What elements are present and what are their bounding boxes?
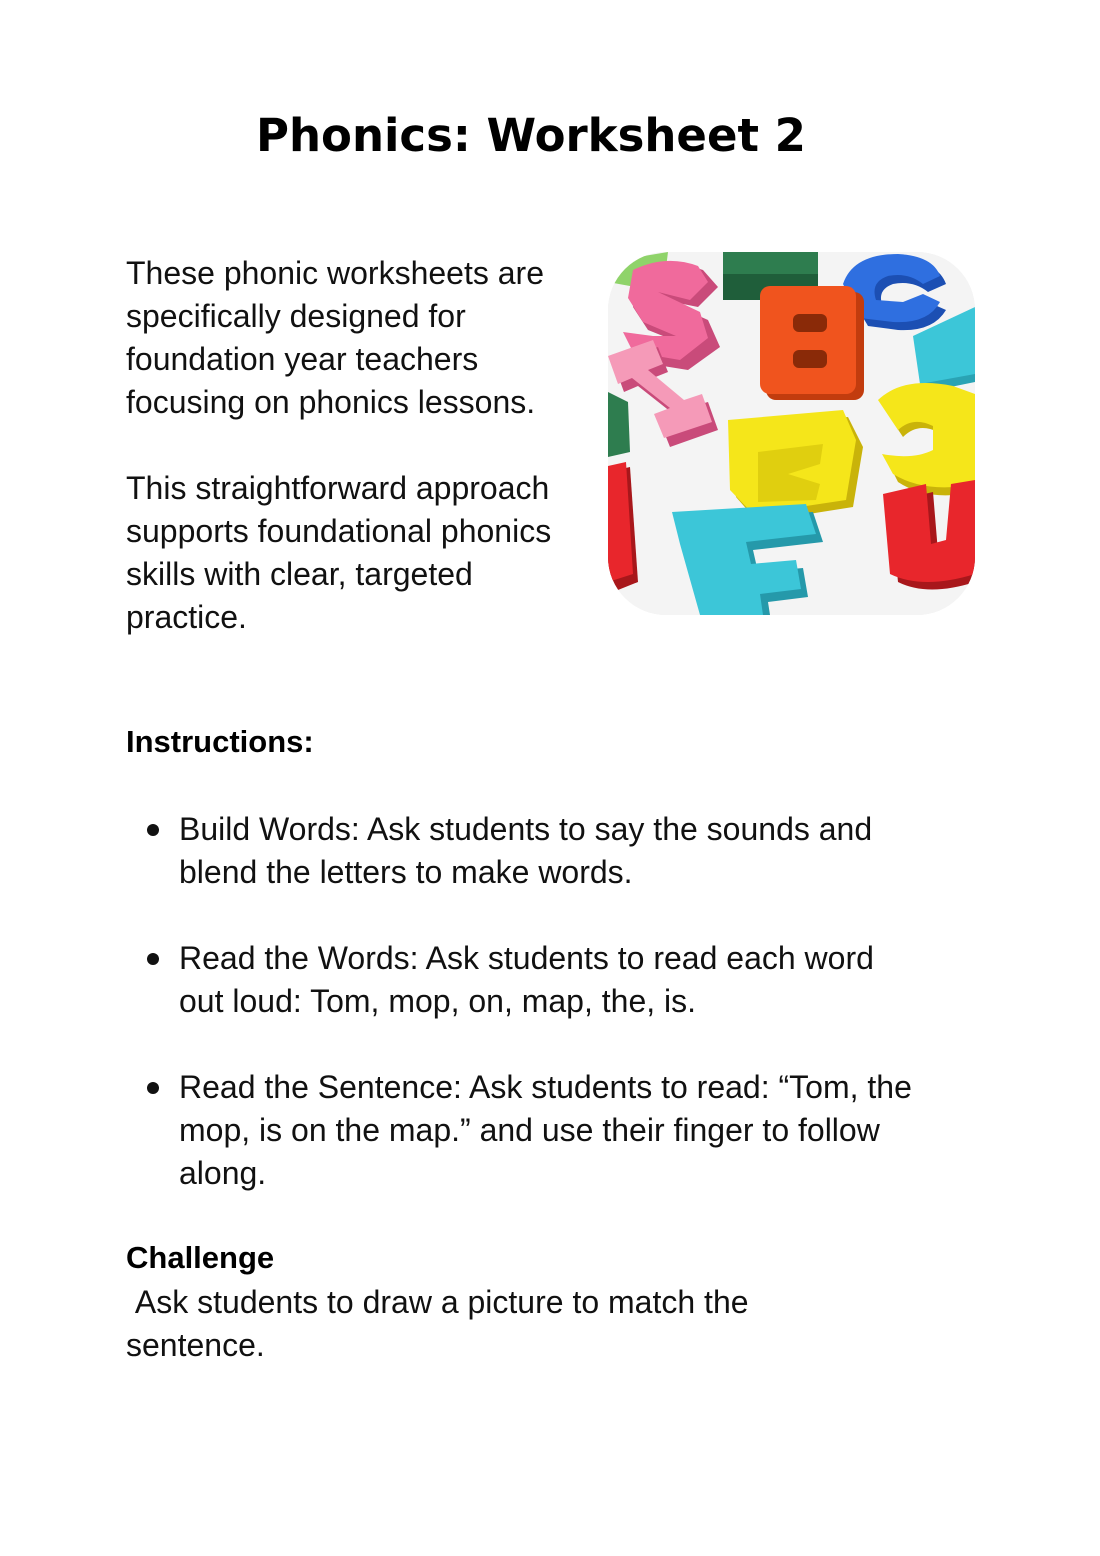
instruction-text: Read the Words: Ask students to read each word out loud: Tom, mop, on, map, the, is. <box>179 940 874 1019</box>
intro-paragraph-1: These phonic worksheets are specifically designed for foundation year teachers focusing on phonics lessons. <box>126 255 544 420</box>
intro-section <box>126 252 596 639</box>
instructions-heading: Instructions: <box>126 724 314 759</box>
challenge-text: Ask students to draw a picture to match the sentence. <box>126 1284 758 1363</box>
intro-paragraph-2: This straightforward approach supports foundational phonics skills with clear, targeted practice. <box>126 470 552 635</box>
wooden-letters-photo <box>608 252 975 615</box>
bullet-icon <box>147 1082 159 1094</box>
challenge-heading: Challenge <box>126 1240 275 1275</box>
letter-block-U-red <box>883 480 975 590</box>
bullet-icon <box>147 824 159 836</box>
bullet-icon <box>147 953 159 965</box>
instruction-text: Build Words: Ask students to say the sounds and blend the letters to make words. <box>179 811 873 890</box>
list-item <box>126 808 926 894</box>
instruction-text: Read the Sentence: Ask students to read: “Tom, the mop, is on the map.” and use their finger to follow along. <box>179 1069 912 1191</box>
list-item <box>126 1066 926 1195</box>
list-item <box>126 937 926 1023</box>
letter-block-green-left <box>608 392 630 457</box>
instructions-list <box>126 808 926 1238</box>
letter-block-B-orange <box>760 286 864 400</box>
page-title: Phonics: Worksheet 2 <box>256 109 806 162</box>
